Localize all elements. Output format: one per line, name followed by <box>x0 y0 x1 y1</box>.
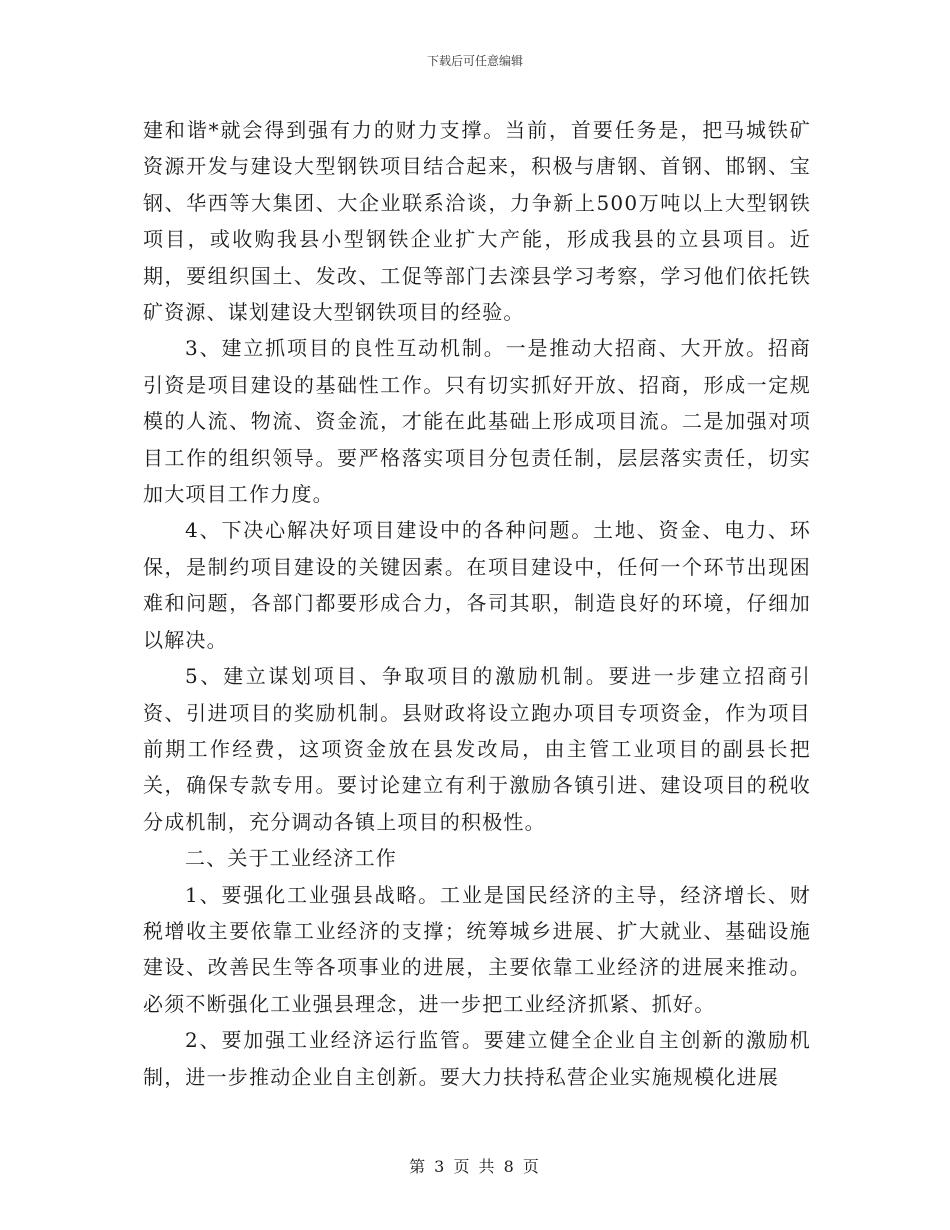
paragraph-continuation: 建和谐*就会得到强有力的财力支撑。当前，首要任务是，把马城铁矿资源开发与建设大型钢铁项目结合起来，积极与唐钢、首钢、邯钢、宝钢、华西等大集团、大企业联系洽谈，力争新上500万吨以上大型钢铁项目，或收购我县小型钢铁企业扩大产能，形成我县的立县项目。近期，要组织国土、发改、工促等部门去滦县学习考察，学习他们依托铁矿资源、谋划建设大型钢铁项目的经验。 <box>143 118 811 325</box>
document-body <box>143 112 811 1095</box>
page-number: 第 3 页 共 8 页 <box>409 1157 541 1176</box>
paragraph-item-1: 1、要强化工业强县战略。工业是国民经济的主导，经济增长、财税增收主要依靠工业经济的支撑；统筹城乡进展、扩大就业、基础设施建设、改善民生等各项事业的进展，主要依靠工业经济的进展来推动。必须不断强化工业强县理念，进一步把工业经济抓紧、抓好。 <box>143 882 811 1016</box>
page-header: 下载后可任意编辑 <box>426 54 523 68</box>
paragraph-item-2: 2、要加强工业经济运行监管。要建立健全企业自主创新的激励机制，进一步推动企业自主创新。要大力扶持私营企业实施规模化进展 <box>143 1028 811 1089</box>
paragraph-item-5: 5、建立谋划项目、争取项目的激励机制。要进一步建立招商引资、引进项目的奖励机制。县财政将设立跑办项目专项资金，作为项目前期工作经费，这项资金放在县发改局，由主管工业项目的副县长把关，确保专款专用。要讨论建立有利于激励各镇引进、建设项目的税收分成机制，充分调动各镇上项目的积极性。 <box>143 664 811 834</box>
paragraph-item-3: 3、建立抓项目的良性互动机制。一是推动大招商、大开放。招商引资是项目建设的基础性工作。只有切实抓好开放、招商，形成一定规模的人流、物流、资金流，才能在此基础上形成项目流。二是加强对项目工作的组织领导。要严格落实项目分包责任制，层层落实责任，切实加大项目工作力度。 <box>143 336 811 507</box>
paragraph-item-4: 4、下决心解决好项目建设中的各种问题。土地、资金、电力、环保，是制约项目建设的关键因素。在项目建设中，任何一个环节出现困难和问题，各部门都要形成合力，各司其职，制造良好的环境，仔细加以解决。 <box>143 518 811 652</box>
section-heading: 二、关于工业经济工作 <box>185 846 397 871</box>
